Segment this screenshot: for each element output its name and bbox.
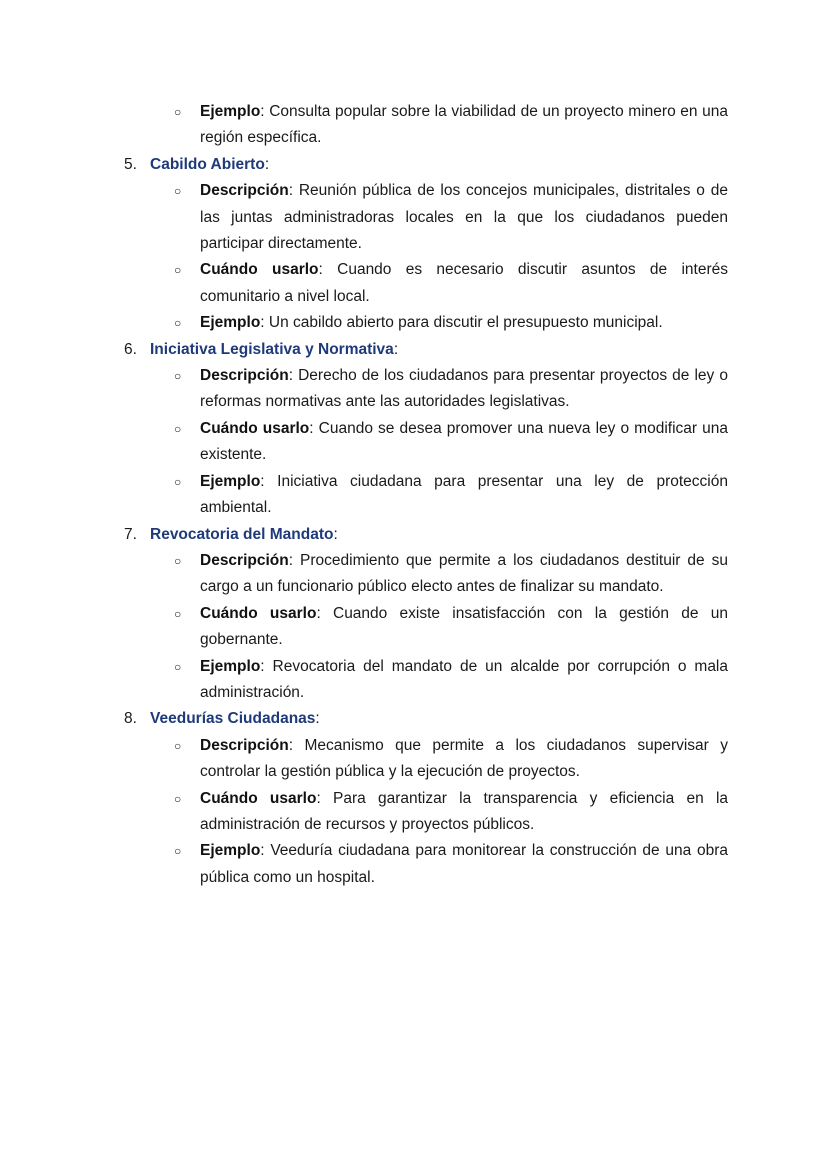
sub-item-text: : Para garantizar la transparencia y eficiencia en la administración de recursos y proyectos públicos. [200,789,729,833]
sub-item-text: : Revocatoria del mandato de un alcalde por corrupción o mala administración. [200,657,728,701]
list-item-suffix: : [393,340,399,358]
list-item-5 [124,152,728,337]
hollow-bullet-icon: ○ [174,738,182,753]
sub-item-when [174,416,728,469]
sub-item-label: Descripción [200,736,289,754]
list-item-title: Veedurías Ciudadanas [150,710,316,728]
sub-item-label: Cuándo usarlo [200,789,317,807]
sub-item-when [174,786,729,839]
sub-list [124,363,728,521]
list-item-heading [124,522,728,548]
hollow-bullet-icon: ○ [174,316,182,331]
list-item-number: 6. [124,340,137,358]
list-item-suffix: : [264,155,270,173]
sub-item-label: Ejemplo [200,842,261,860]
hollow-bullet-icon: ○ [174,263,182,278]
sub-item-text: : Cuando existe insatisfacción con la gestión de un gobernante. [200,604,729,649]
sub-item-text: : Un cabildo abierto para discutir el presupuesto municipal. [260,314,663,332]
sub-item-label: Ejemplo [200,657,261,675]
sub-item-text: : Iniciativa ciudadana para presentar una ley de protección ambiental. [200,472,728,517]
sub-item-text: : Cuando se desea promover una nueva ley o modificar una existente. [200,419,728,464]
sub-item-example [174,310,728,336]
sub-item-text: : Cuando es necesario discutir asuntos de interés comunitario a nivel local. [200,261,728,305]
sub-item-label: Descripción [200,367,289,385]
sub-item-label: Cuándo usarlo [200,604,317,622]
sub-item-label: Ejemplo [200,314,261,332]
hollow-bullet-icon: ○ [174,791,182,806]
hollow-bullet-icon: ○ [174,606,182,621]
list-item-heading [124,337,728,363]
document-content [124,99,728,891]
sub-item-text: : Mecanismo que permite a los ciudadanos supervisar y controlar la gestión pública y la ejecución de proyectos. [200,736,728,781]
sub-item-text: : Consulta popular sobre la viabilidad de un proyecto minero en una región específica. [200,103,728,147]
sub-list [124,178,728,336]
sub-item-when [174,601,729,654]
sub-item-label: Cuándo usarlo [200,261,319,279]
sub-item-description [174,363,728,416]
list-item-6 [124,337,728,522]
list-item-title: Iniciativa Legislativa y Normativa [150,340,394,358]
hollow-bullet-icon: ○ [174,421,182,436]
sub-item-text: : Reunión pública de los concejos municipales, distritales o de las juntas administradoras locales en la que los ciudadanos pueden participar directamente. [200,182,728,253]
sub-list [124,733,728,891]
sub-item-label: Ejemplo [200,103,261,120]
sub-item-label: Descripción [200,551,289,569]
sub-list [124,548,728,706]
list-item-suffix: : [315,710,320,728]
sub-item-description [174,733,728,786]
sub-item-label: Descripción [200,182,289,200]
list-item-title: Revocatoria del Mandato [150,525,334,543]
continuation-sub-item [174,99,728,152]
list-item-7 [124,522,728,707]
hollow-bullet-icon: ○ [174,184,182,199]
hollow-bullet-icon: ○ [174,105,182,119]
sub-item-text: : Veeduría ciudadana para monitorear la construcción de una obra pública como un hospital. [200,842,728,886]
sub-item-example [174,654,728,707]
list-item-number: 5. [124,155,137,173]
sub-item-text: : Procedimiento que permite a los ciudadanos destituir de su cargo a un funcionario público electo antes de finalizar su mandato. [200,551,728,596]
list-item-title: Cabildo Abierto [150,155,265,173]
list-item-number: 7. [124,525,137,543]
list-item-number: 8. [124,710,137,728]
list-item-8 [124,706,728,891]
hollow-bullet-icon: ○ [174,659,182,674]
list-item-heading [124,152,728,178]
sub-item-description [174,548,728,601]
sub-item-label: Ejemplo [200,472,261,490]
sub-item-example [174,838,728,891]
sub-item-when [174,257,728,310]
sub-item-label: Cuándo usarlo [200,419,310,437]
hollow-bullet-icon: ○ [174,844,182,859]
hollow-bullet-icon: ○ [174,553,182,568]
hollow-bullet-icon: ○ [174,369,182,384]
sub-item-example [174,469,728,522]
sub-item-description [174,178,728,257]
list-item-suffix: : [333,525,338,543]
hollow-bullet-icon: ○ [174,474,182,489]
sub-item-text: : Derecho de los ciudadanos para presentar proyectos de ley o reformas normativas ante las autoridades legislativas. [200,367,728,411]
list-item-heading [124,706,728,732]
